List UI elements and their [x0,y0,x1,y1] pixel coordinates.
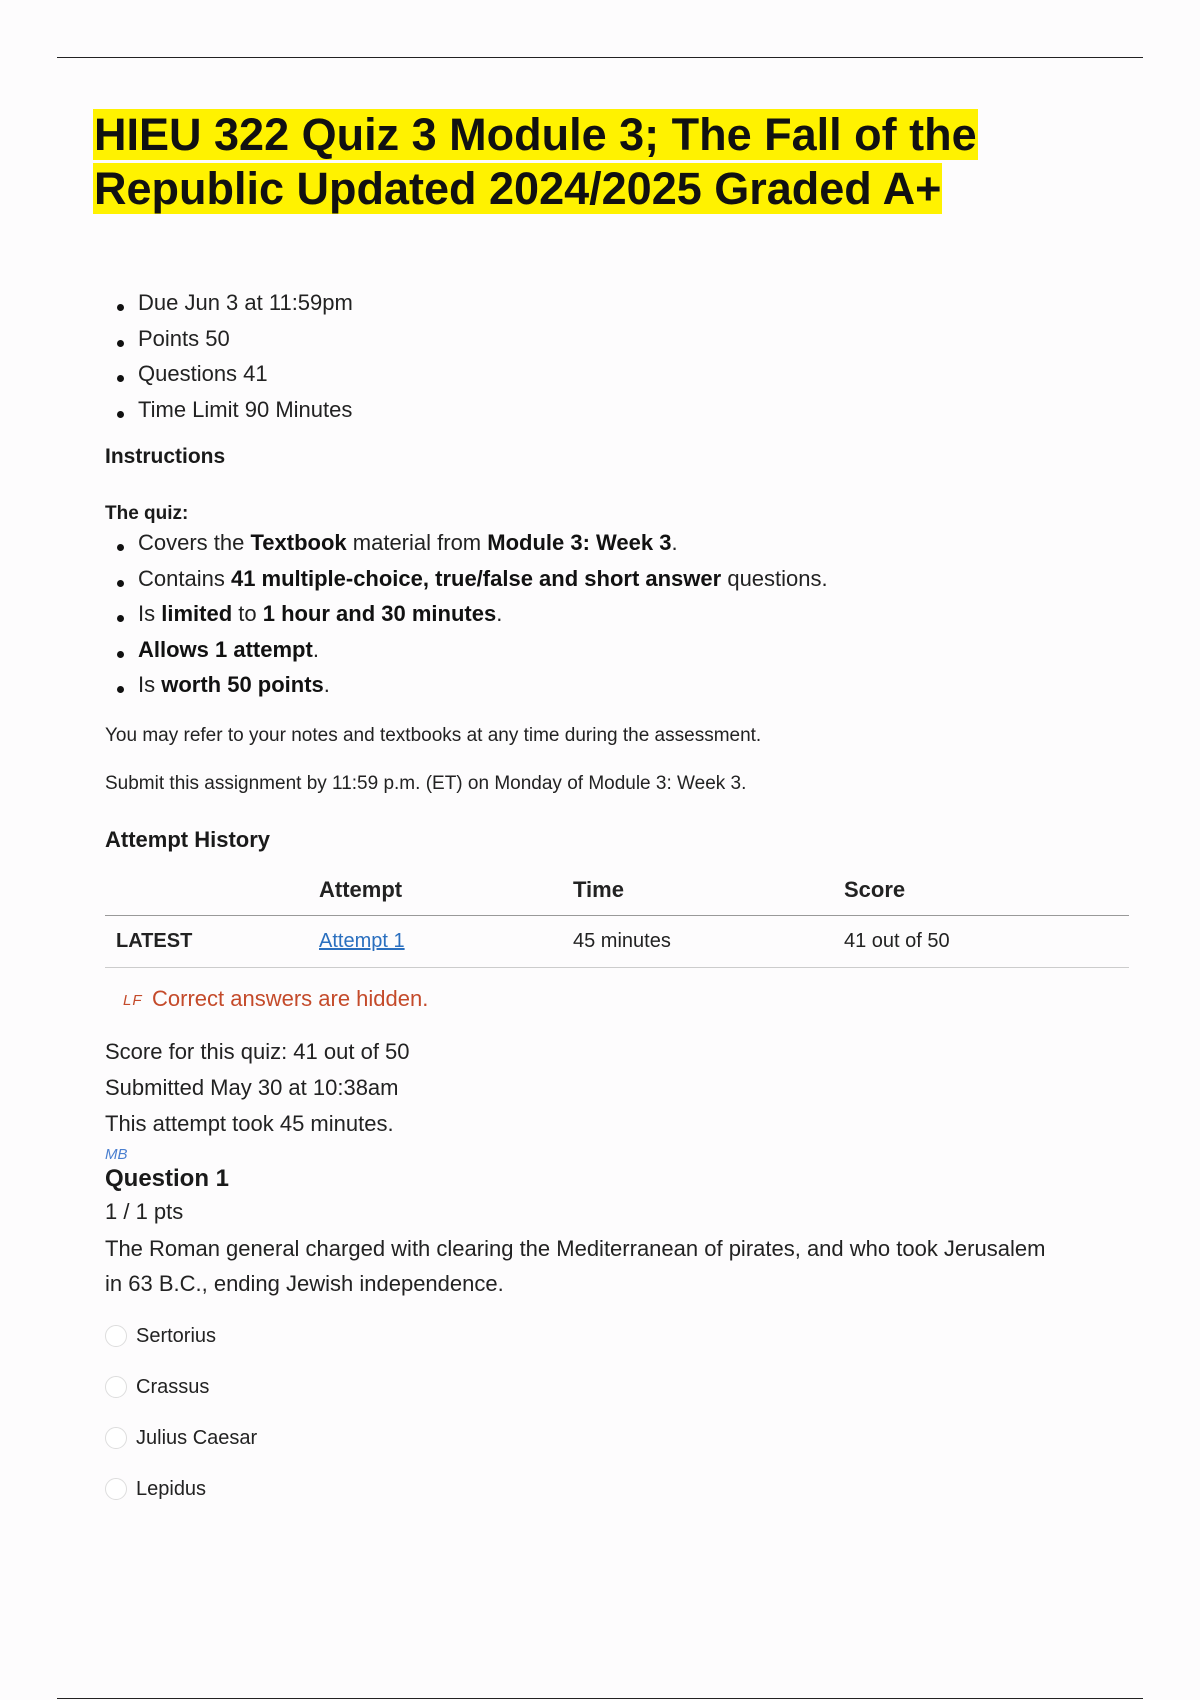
table-row [105,915,1129,967]
question-title: Question 1 [105,1164,230,1192]
handwritten-initials: MB [105,1145,128,1163]
instruction-item: Contains 41 multiple-choice, true/false and short answer questions. [105,561,1135,597]
quiz-subheading: The quiz: [105,503,189,524]
radio-button[interactable] [105,1376,127,1398]
answer-label: Sertorius [136,1324,217,1347]
score-summary [105,1034,1135,1142]
answer-label: Julius Caesar [136,1426,258,1449]
answer-label: Lepidus [136,1477,207,1500]
column-header-score: Score [844,867,1129,916]
page-title: HIEU 322 Quiz 3 Module 3; The Fall of the Republic Updated 2024/2025 Graded A+ [94,109,977,214]
meta-points: Points 50 [105,321,1135,357]
radio-button[interactable] [105,1427,127,1449]
score-line: Score for this quiz: 41 out of 50 [105,1038,410,1064]
answers-hidden-text: Correct answers are hidden. [152,985,429,1011]
duration-line: This attempt took 45 minutes. [105,1110,394,1136]
answer-label: Crassus [136,1375,210,1398]
notes-paragraph: You may refer to your notes and textbooks at any time during the assessment. [105,724,762,746]
submit-paragraph: Submit this assignment by 11:59 p.m. (ET) on Monday of Module 3: Week 3. [105,772,747,794]
title-block [93,108,1093,216]
answers-hidden-note [105,986,1135,1012]
meta-time-limit: Time Limit 90 Minutes [105,392,1135,428]
answer-option[interactable] [105,1362,1135,1413]
attempt-time: 45 minutes [573,915,844,967]
instruction-item: Is worth 50 points. [105,667,1135,703]
instruction-item: Allows 1 attempt. [105,632,1135,668]
handwritten-initials: LF [123,991,143,1009]
question-points: 1 / 1 pts [105,1198,184,1224]
meta-due: Due Jun 3 at 11:59pm [105,285,1135,321]
attempt-history-heading: Attempt History [105,826,271,852]
instruction-item: Is limited to 1 hour and 30 minutes. [105,596,1135,632]
table-header-row [105,867,1129,916]
instructions-list [105,525,1135,703]
question-text: The Roman general charged with clearing the Mediterranean of pirates, and who took Jerusalem in 63 B.C., ending Jewish independence. [105,1235,1046,1296]
column-header-time: Time [573,867,844,916]
instructions-heading: Instructions [105,445,226,468]
latest-label: LATEST [105,915,319,967]
quiz-meta-list [105,285,1135,427]
quiz-content [105,285,1135,1515]
bottom-rule [57,1698,1143,1699]
radio-button[interactable] [105,1325,127,1347]
attempt-history-table [105,867,1129,968]
column-header-empty [105,867,319,916]
attempt-link[interactable]: Attempt 1 [319,929,405,952]
instruction-item: Covers the Textbook material from Module 3: Week 3. [105,525,1135,561]
answer-options [105,1311,1135,1515]
answer-option[interactable] [105,1311,1135,1362]
submitted-line: Submitted May 30 at 10:38am [105,1074,399,1100]
column-header-attempt: Attempt [319,867,573,916]
attempt-score: 41 out of 50 [844,915,1129,967]
answer-option[interactable] [105,1464,1135,1515]
meta-questions: Questions 41 [105,356,1135,392]
radio-button[interactable] [105,1478,127,1500]
top-rule [57,57,1143,58]
answer-option[interactable] [105,1413,1135,1464]
